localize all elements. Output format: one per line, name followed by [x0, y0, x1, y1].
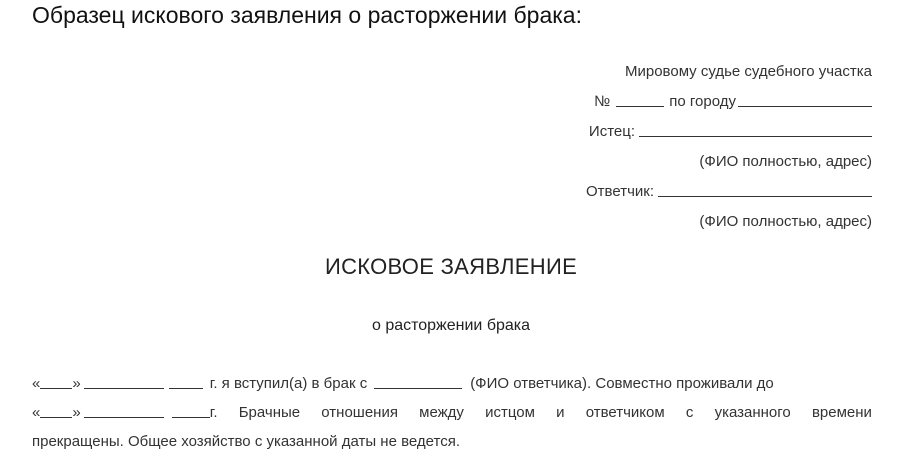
page-heading: Образец искового заявления о расторжении брака: [32, 2, 582, 28]
word: истцом [485, 404, 535, 421]
city-label: по городу [669, 93, 736, 110]
document-title: ИСКОВОЕ ЗАЯВЛЕНИЕ [324, 254, 578, 279]
day-blank-2 [40, 403, 72, 418]
city-blank [738, 92, 872, 107]
court-header [452, 50, 872, 230]
addressee-line [452, 50, 872, 80]
plaintiff-hint: (ФИО полностью, адрес) [699, 153, 872, 170]
court-number-line [452, 80, 872, 110]
month-blank [84, 374, 164, 389]
plaintiff-label: Истец: [588, 123, 635, 140]
defendant-hint: (ФИО полностью, адрес) [699, 213, 872, 230]
date-segment [32, 403, 218, 421]
quote-open-2: « [32, 404, 41, 421]
month-blank-2 [84, 403, 164, 418]
defendant-label: Ответчик: [586, 183, 654, 200]
plaintiff-blank [639, 122, 872, 137]
word: указанного [714, 404, 791, 421]
plaintiff-hint-line [452, 140, 872, 170]
word: между [419, 404, 464, 421]
body-line-3 [32, 421, 872, 450]
word: Брачные [238, 404, 301, 421]
year-blank-2 [172, 403, 210, 418]
addressee-text: Мировому судье судебного участка [625, 63, 872, 80]
cohabitation-text: (ФИО ответчика). Совместно проживали до [470, 375, 774, 392]
quote-open: « [32, 375, 41, 392]
document-subtitle: о расторжении брака [371, 317, 531, 334]
word: времени [811, 404, 872, 421]
word: с [685, 404, 694, 421]
body-line-1 [32, 363, 872, 392]
year-blank [169, 374, 203, 389]
word: ответчиком [585, 404, 665, 421]
body-text [32, 363, 872, 450]
marriage-text: г. я вступил(а) в брак с [209, 375, 368, 392]
body-line-2 [32, 392, 872, 421]
number-label: № [594, 93, 611, 110]
plaintiff-line [452, 110, 872, 140]
quote-close-2: » [72, 404, 81, 421]
defendant-line [452, 170, 872, 200]
defendant-name-blank [374, 374, 462, 389]
word: г. [209, 404, 218, 421]
day-blank [40, 374, 72, 389]
defendant-blank [658, 182, 872, 197]
number-blank [616, 92, 664, 107]
quote-close: » [72, 375, 81, 392]
word: и [556, 404, 565, 421]
defendant-hint-line [452, 200, 872, 230]
word: отношения [321, 404, 398, 421]
household-text: прекращены. Общее хозяйство с указанной даты не ведется. [32, 433, 461, 450]
